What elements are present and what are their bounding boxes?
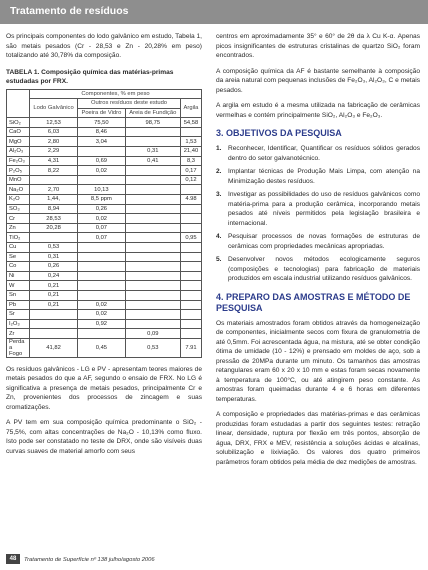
cell-areia: 0,31 — [125, 147, 180, 157]
cell-argila: 0,95 — [180, 233, 201, 243]
cell-el: TiO₂ — [7, 233, 30, 243]
cell-po — [78, 281, 126, 291]
cell-argila — [180, 252, 201, 262]
objective-text: Pesquisar processos de novas formações de estruturas de cerâmicas com propriedades mecânicas apropriadas. — [228, 233, 420, 250]
cell-areia — [125, 271, 180, 281]
cell-el: Cr — [7, 214, 30, 224]
cell-lodo: 28,53 — [30, 214, 78, 224]
cell-areia — [125, 137, 180, 147]
table-body — [7, 118, 202, 358]
cell-argila: 1,53 — [180, 137, 201, 147]
objective-number: 4. — [216, 233, 222, 240]
cell-el: Se — [7, 252, 30, 262]
lodo-header: Lodo Galvânico — [30, 99, 78, 118]
objective-text: Implantar técnicas de Produção Mais Limpa, com atenção na Minimização destes resíduos. — [228, 168, 420, 185]
cell-areia — [125, 195, 180, 205]
objective-number: 2. — [216, 168, 222, 175]
cell-po — [78, 243, 126, 253]
table-row — [7, 137, 202, 147]
cell-lodo: 8,22 — [30, 166, 78, 176]
cell-areia: 98,75 — [125, 118, 180, 128]
cell-argila: 54,58 — [180, 118, 201, 128]
cell-lodo: 4,31 — [30, 156, 78, 166]
left-column — [6, 32, 202, 462]
composition-table — [6, 89, 202, 358]
objective-item — [216, 167, 420, 186]
cell-el: Na₂O — [7, 185, 30, 195]
cell-po — [78, 252, 126, 262]
cell-el: Cu — [7, 243, 30, 253]
cell-el: Ni — [7, 271, 30, 281]
cell-lodo: 1,44, — [30, 195, 78, 205]
cell-areia — [125, 300, 180, 310]
cell-po: 0,69 — [78, 156, 126, 166]
cell-argila — [180, 214, 201, 224]
cell-lodo: 0,24 — [30, 271, 78, 281]
cell-po: 3,04 — [78, 137, 126, 147]
objective-item — [216, 255, 420, 284]
cell-el: Al₂O₃ — [7, 147, 30, 157]
cell-lodo: 0,21 — [30, 281, 78, 291]
cell-lodo: 2,29 — [30, 147, 78, 157]
table-row — [7, 281, 202, 291]
objective-number: 5. — [216, 256, 222, 263]
po-vidro-header: Poeira de Vidro — [78, 108, 126, 118]
cell-el: Pb — [7, 300, 30, 310]
cell-el: W — [7, 281, 30, 291]
cell-argila — [180, 300, 201, 310]
table-row — [7, 319, 202, 329]
table-row — [7, 300, 202, 310]
table-row — [7, 147, 202, 157]
methods-paragraph-2: A composição e propriedades das matérias-primas e das cerâmicas produzidas foram estudadas a partir dos seguintes testes: retração linear, densidade, ruptura por flexão em três pontos, absorção de água, DRX, FRX e MEV, resistência a soluções ácidas e alcalinas, solubilização e lixiviação. Os valores dos quatro primeiros parâmetros foram obtidos pela média de dez medições de amostras. — [216, 411, 420, 466]
section-heading-methods: 4. PREPARO DAS AMOSTRAS E MÉTODO DE PESQUISA — [216, 291, 411, 313]
table-row — [7, 214, 202, 224]
cell-po: 0,02 — [78, 166, 126, 176]
cell-el: MnO — [7, 175, 30, 185]
cell-lodo: 2,80 — [30, 137, 78, 147]
after-table-paragraph-2: A PV tem em sua composição química predominante o SiO₂ - 75,5%, com altas concentrações de Na₂O - 10,13% como fluxo. Isto pode ser constatado no teste de DRX, onde são visíveis duas curvas suaves de material amorfo com seus — [6, 419, 202, 455]
argila-header: Argila — [180, 99, 201, 118]
cell-areia — [125, 252, 180, 262]
cell-areia: 0,53 — [125, 338, 180, 357]
cell-el: Fe₂O₃ — [7, 156, 30, 166]
cell-areia: 0,09 — [125, 329, 180, 339]
cell-argila — [180, 271, 201, 281]
right-paragraph-1: centros em aproximadamente 35° e 60° de 2θ da λ Cu K-α. Apenas picos insignificantes de estruturas cristalinas de quartzo SiO₂ foram encontrados. — [216, 33, 420, 59]
cell-argila — [180, 319, 201, 329]
cell-po: 8,46 — [78, 127, 126, 137]
cell-el: Zn — [7, 223, 30, 233]
section-heading-objectives: 3. OBJETIVOS DA PESQUISA — [216, 128, 342, 138]
cell-areia — [125, 233, 180, 243]
cell-areia — [125, 127, 180, 137]
cell-po: 0,45 — [78, 338, 126, 357]
cell-el: Zr — [7, 329, 30, 339]
cell-areia — [125, 281, 180, 291]
cell-areia — [125, 166, 180, 176]
cell-argila: 8,3 — [180, 156, 201, 166]
table-row — [7, 166, 202, 176]
outros-header: Outros resíduos deste estudo — [78, 99, 181, 109]
cell-el: MgO — [7, 137, 30, 147]
cell-po — [78, 271, 126, 281]
cell-areia — [125, 175, 180, 185]
page-number: 48 — [6, 554, 20, 564]
cell-po — [78, 147, 126, 157]
cell-po: 0,92 — [78, 319, 126, 329]
cell-areia: 0,41 — [125, 156, 180, 166]
cell-lodo: 0,31 — [30, 252, 78, 262]
objectives-list — [216, 144, 420, 284]
cell-lodo: 0,21 — [30, 290, 78, 300]
right-paragraph-2: A composição química da AF é bastante semelhante à composição da areia natural com pequenas inclusões de Fe₂O₃, Al₂O₃, C e metais pesados. — [216, 67, 421, 94]
cell-po: 10,13 — [78, 185, 126, 195]
cell-argila — [180, 243, 201, 253]
table-row — [7, 252, 202, 262]
cell-po: 0,07 — [78, 223, 126, 233]
table-row — [7, 204, 202, 214]
cell-argila — [180, 185, 201, 195]
cell-lodo — [30, 319, 78, 329]
table-row — [7, 310, 202, 320]
table-row — [7, 243, 202, 253]
table-row — [7, 223, 202, 233]
cell-lodo: 41,82 — [30, 338, 78, 357]
methods-paragraph-1: Os materiais amostrados foram obtidos através da homogeneização de componentes, inicialmente secos com fixura de granulometria de até 0,5mm. Foi acrescentada água, na mistura, até se obter condição ótima de umidade (10 - 12%) e prensado em moldes de aço, sob a pressão de 20MPa durante um minuto. Os tamanhos das amostras retangulares eram 60 x 20 x 10 mm e estas foram secas novamente à temperatura de 100°C, ou até atingirem peso constante. As amostras foram queimadas durante 4 e 6 horas em diferentes temperaturas. — [216, 319, 420, 403]
cell-argila: 0,12 — [180, 175, 201, 185]
cell-po: 0,07 — [78, 233, 126, 243]
cell-argila — [180, 223, 201, 233]
section-header-bar — [0, 0, 428, 24]
cell-areia — [125, 204, 180, 214]
cell-el: I₂O₃ — [7, 319, 30, 329]
cell-el: Co — [7, 262, 30, 272]
cell-argila — [180, 281, 201, 291]
table-caption: TABELA 1. Composição química das matérias-primas estudadas por FRX. — [6, 68, 174, 85]
cell-areia — [125, 290, 180, 300]
cell-el: CaO — [7, 127, 30, 137]
cell-argila: 21,40 — [180, 147, 201, 157]
cell-areia — [125, 310, 180, 320]
table-row — [7, 195, 202, 205]
table-row — [7, 127, 202, 137]
areia-header: Areia de Fundição — [125, 108, 180, 118]
cell-argila: 0,17 — [180, 166, 201, 176]
cell-po — [78, 329, 126, 339]
objective-text: Investigar as possibilidades do uso de resíduos galvânicos como matéria-prima para a produção cerâmica, incorporando metais pesados até níveis permitidos pela legislação brasileira e internacional. — [228, 191, 420, 227]
componentes-header: Componentes, % em peso — [30, 89, 202, 99]
intro-paragraph: Os principais componentes do lodo galvânico em estudo, Tabela 1, são metais pesados (Cr - 28,53 e Zn - 20,28% em peso) totalizando até 30,78% da composição. — [6, 33, 202, 59]
table-row — [7, 118, 202, 128]
cell-el: SO₃ — [7, 204, 30, 214]
cell-argila — [180, 310, 201, 320]
cell-areia — [125, 223, 180, 233]
cell-po: 75,50 — [78, 118, 126, 128]
table-row — [7, 233, 202, 243]
cell-el: Sn — [7, 290, 30, 300]
cell-argila — [180, 262, 201, 272]
cell-lodo: 8,94 — [30, 204, 78, 214]
table-row — [7, 262, 202, 272]
objective-number: 1. — [216, 145, 222, 152]
cell-po — [78, 290, 126, 300]
cell-po: 0,02 — [78, 310, 126, 320]
cell-el: K₂O — [7, 195, 30, 205]
objective-item — [216, 144, 420, 163]
cell-el: SiO₂ — [7, 118, 30, 128]
after-table-paragraph-1: Os resíduos galvânicos - LG e PV - apresentam teores maiores de metais pesados do que a AF, segundo o ensaio de FRX. No LG é significativa a presença de metais pesados, principalmente Cr e Zn, provenientes dos processos de zincagem e suas cromatizações. — [6, 365, 202, 411]
cell-el: Perda a Fogo — [7, 338, 30, 357]
table-row — [7, 271, 202, 281]
cell-el: P₂O₅ — [7, 166, 30, 176]
table-row — [7, 175, 202, 185]
table-row — [7, 329, 202, 339]
cell-po: 0,02 — [78, 214, 126, 224]
table-row — [7, 290, 202, 300]
cell-po: 0,26 — [78, 204, 126, 214]
cell-lodo: 2,70 — [30, 185, 78, 195]
cell-lodo — [30, 310, 78, 320]
footer-citation: Tratamento de Superfície nº 138 julho/agosto 2006 — [24, 557, 155, 563]
section-title: Tratamento de resíduos — [10, 5, 129, 17]
cell-argila — [180, 329, 201, 339]
objective-item — [216, 190, 420, 228]
objective-text: Desenvolver novos métodos ecologicamente seguros (composições e tecnologias) para fabricação de materiais produzidos em escala industrial utilizando resíduos galvânicos. — [228, 256, 420, 282]
cell-argila — [180, 127, 201, 137]
cell-lodo — [30, 175, 78, 185]
objective-item — [216, 232, 420, 251]
cell-po: 8,5 ppm — [78, 195, 126, 205]
cell-lodo — [30, 329, 78, 339]
cell-argila — [180, 290, 201, 300]
element-header-empty — [7, 89, 30, 118]
cell-lodo: 6,03 — [30, 127, 78, 137]
objective-text: Reconhecer, Identificar, Quantificar os resíduos sólidos gerados dentro do setor galvanotécnico. — [228, 145, 420, 162]
cell-po: 0,02 — [78, 300, 126, 310]
table-row — [7, 185, 202, 195]
objective-number: 3. — [216, 191, 222, 198]
cell-areia — [125, 214, 180, 224]
cell-el: Sr — [7, 310, 30, 320]
cell-po — [78, 175, 126, 185]
table-row — [7, 156, 202, 166]
cell-lodo: 0,26 — [30, 262, 78, 272]
cell-lodo — [30, 233, 78, 243]
right-paragraph-3: A argila em estudo é a mesma utilizada na fabricação de cerâmicas vermelhas e contém principalmente SiO₂, Al₂O₃ e Fe₂O₃. — [216, 102, 420, 119]
cell-lodo: 20,28 — [30, 223, 78, 233]
table-row — [7, 338, 202, 357]
cell-po — [78, 262, 126, 272]
cell-argila: 7.91 — [180, 338, 201, 357]
cell-lodo: 12,53 — [30, 118, 78, 128]
cell-areia — [125, 243, 180, 253]
cell-lodo: 0,53 — [30, 243, 78, 253]
cell-areia — [125, 262, 180, 272]
cell-areia — [125, 185, 180, 195]
cell-argila — [180, 204, 201, 214]
right-column — [216, 32, 420, 473]
cell-areia — [125, 319, 180, 329]
cell-argila: 4.98 — [180, 195, 201, 205]
cell-lodo: 0,21 — [30, 300, 78, 310]
